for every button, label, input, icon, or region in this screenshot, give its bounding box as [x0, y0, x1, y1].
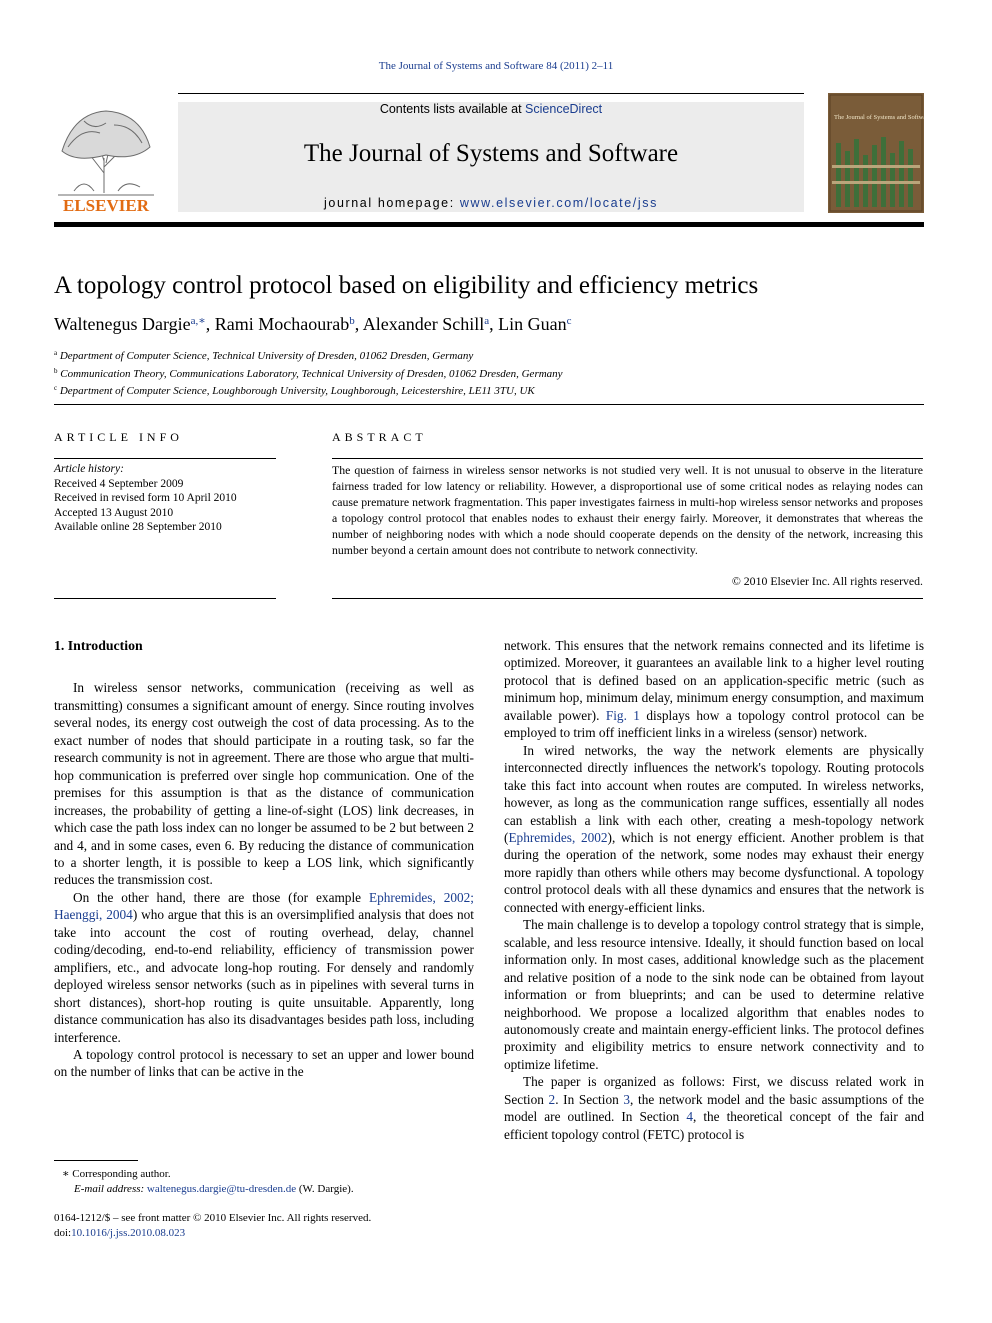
- history-received: Received 4 September 2009: [54, 477, 184, 490]
- corresponding-author-footnote: [54, 1167, 354, 1197]
- homepage-link[interactable]: www.elsevier.com/locate/jss: [459, 196, 658, 210]
- author-name: Waltenegus Dargie: [54, 314, 191, 334]
- article-info-bottom-rule: [54, 598, 276, 599]
- front-matter-info: [54, 1211, 371, 1241]
- figure-link-fig1[interactable]: Fig. 1: [605, 707, 640, 723]
- affiliation-marker: a: [54, 349, 58, 357]
- affiliation-a: [54, 346, 563, 364]
- author-affiliation-marker[interactable]: a: [484, 315, 490, 327]
- author-name: Lin Guan: [498, 314, 567, 334]
- body-right-column: [504, 637, 924, 1143]
- masthead-rule: [54, 222, 924, 227]
- author-3: [498, 314, 571, 334]
- abstract-text: The question of fairness in wireless sensor networks is not studied very well. It is not unusual to observe in the literature fairness traded for low latency or reliability. However, a disproportional use of some critical nodes as relaying nodes can cause premature network fragmentation. This paper investigates fairness in multi-hop wireless sensor networks and proposes a topology control protocol that enables nodes to exhaust their energy fairly. Moreover, it demonstrates that whereas the number of neighboring nodes with which a node should cooperate depends on the density of the network, increasing this number beyond a certain amount does not contribute to network connectivity.: [332, 463, 923, 558]
- elsevier-tree-icon: [54, 103, 159, 215]
- history-revised: Received in revised form 10 April 2010: [54, 492, 237, 504]
- author-separator: ,: [205, 314, 215, 334]
- footnote-text: Corresponding author.: [72, 1168, 171, 1180]
- author-name: Rami Mochaourab: [214, 314, 350, 334]
- intro-paragraph-1: In wireless sensor networks, communication (receiving as well as transmitting) consumes a significant amount of energy. Since routing involves several nodes, its energy cost outweigh the cost of data processing. As to the exact number of nodes that should participate in a routing task, so far the research community is not in agreement. There are those who argue that multi-hop communication is preferred over single hop communication. One of the premises for this assumption is that as the distance of communication increases, the probability of getting a line-of-sight (LOS) link decreases, in which case the path loss index can no longer be assumed to be 2 but between 2 and 4, and in some cases, even 6. By reducing the distance of communication to a shorter length, it is possible to keep a LOS link, which significantly reduces the transmission cost.: [54, 680, 474, 888]
- affiliation-text: Communication Theory, Communications Laboratory, Technical University of Dresden, 01062 Dresden, Germany: [57, 367, 563, 380]
- body-left-column: [54, 637, 474, 1081]
- svg-text:The Journal of Systems and Sof: The Journal of Systems and Software: [834, 114, 924, 121]
- author-email-link[interactable]: waltenegus.dargie@tu-dresden.de: [146, 1183, 297, 1195]
- right-paragraph-1: network. This ensures that the network remains connected and its lifetime is optimized. Moreover, it guarantees an available link to a higher level routing protocol that is defined based on an application-specific metric (such as minimum hop, minimum delay, minimum energy consumption, and maximum available power). Fig. 1 displays how a topology control protocol can be employed to trim off inefficient links in a wireless (sensor) network.: [504, 638, 924, 741]
- contents-line: [178, 102, 804, 116]
- author-affiliation-marker[interactable]: a,∗: [190, 315, 206, 327]
- paper-title: A topology control protocol based on eligibility and efficiency metrics: [54, 272, 759, 299]
- email-suffix: (W. Dargie).: [296, 1183, 354, 1195]
- journal-homepage: [178, 196, 804, 210]
- citation-link-ephremides[interactable]: Ephremides, 2002: [508, 829, 608, 845]
- section-link-3[interactable]: 3: [623, 1091, 631, 1107]
- abstract-rule: [332, 458, 923, 459]
- section-link-4[interactable]: 4: [686, 1109, 693, 1125]
- email-label: E-mail address:: [74, 1183, 145, 1195]
- abstract-bottom-rule: [332, 598, 923, 599]
- affiliation-text: Department of Computer Science, Technical University of Dresden, 01062 Dresden, Germany: [57, 350, 474, 362]
- affiliation-c: [54, 381, 563, 399]
- contents-prefix: Contents lists available at: [379, 102, 526, 116]
- journal-cover-icon: [828, 93, 924, 213]
- right-paragraph-4: The paper is organized as follows: First, we discuss related work in Section 2. In Section 3, the network model and the basic assumptions of the model are outlined. In Section 4, the theoretical concept of the fair and efficient topology control (FETC) protocol is: [504, 1074, 925, 1142]
- intro-paragraph-3: A topology control protocol is necessary to set an upper and lower bound on the number of links that can be active in the: [54, 1046, 474, 1080]
- elsevier-logo[interactable]: [54, 103, 159, 215]
- title-rule: [54, 404, 924, 405]
- citation-link-ephremides-haenggi[interactable]: Ephremides, 2002; Haenggi, 2004: [54, 889, 474, 923]
- author-affiliation-marker[interactable]: c: [566, 315, 572, 327]
- intro-paragraph-2: On the other hand, there are those (for example Ephremides, 2002; Haenggi, 2004) who argue that this is an oversimplified analysis that does not take into account the cost of routing overhead, delay, channel coding/decoding, end-to-end reliability, efficiency of transmission power amplifiers, etc., and advocate long-hop routing. For densely and randomly deployed wireless sensor networks (such as in pipelines with several turns in short distances), short-hop routing is quite unsuitable. Apparently, long distance communication has also its disadvantages besides path loss, including interference.: [54, 889, 474, 1045]
- author-separator: ,: [489, 314, 499, 334]
- doi-label: doi:: [54, 1227, 72, 1239]
- svg-text:ELSEVIER: ELSEVIER: [63, 196, 149, 215]
- author-0: [54, 314, 215, 334]
- affiliation-text: Department of Computer Science, Loughborough University, Loughborough, Leicestershire, LE11 3TU, UK: [57, 385, 535, 398]
- homepage-prefix: journal homepage:: [324, 196, 460, 210]
- author-2: [363, 314, 498, 334]
- article-history: [54, 462, 284, 535]
- history-label: Article history:: [54, 463, 124, 475]
- right-paragraph-2: In wired networks, the way the network elements are physically interconnected directly influences the network's topology. Routing protocols take this fact into account when routes are computed. In wireless networks, however, as long as the communication range suffices, essentially all nodes can establish a link with each other, creating a mesh-topology network (Ephremides, 2002), which is not energy efficient. Another problem is that during the operation of the network, some nodes may exhaust their energy more rapidly than others while others may become dysfunctional. A topology control protocol deals with all these dynamics and ensures that the network is connected with energy-efficient links.: [504, 742, 924, 915]
- journal-citation[interactable]: The Journal of Systems and Software 84 (2011) 2–11: [378, 60, 614, 72]
- author-list: [54, 314, 572, 335]
- issn-line: 0164-1212/$ – see front matter © 2010 Elsevier Inc. All rights reserved.: [54, 1212, 372, 1224]
- right-paragraph-3: The main challenge is to develop a topology control strategy that is simple, scalable, and less resource intensive. Ideally, it should function based on local information only. In most cases, additional knowledge such as the placement and relative position of a node to the sink node can be obtained from layout information or from blueprints; and can be used to determine relative neighborhood. We propose a localized algorithm that enables nodes to autonomously create and maintain energy-efficient links. The protocol defines proximity and eligibility metrics to ensure network connectivity and to optimize lifetime.: [504, 917, 924, 1072]
- article-info-rule: [54, 458, 276, 459]
- section-link-2[interactable]: 2: [548, 1091, 556, 1107]
- affiliation-list: [54, 346, 563, 399]
- journal-title: The Journal of Systems and Software: [303, 140, 679, 167]
- affiliation-marker: c: [54, 384, 58, 393]
- sciencedirect-link[interactable]: ScienceDirect: [525, 102, 603, 116]
- author-name: Alexander Schill: [362, 314, 485, 334]
- header-rule: [178, 93, 804, 94]
- article-info-heading: ARTICLE INFO: [54, 430, 183, 444]
- footnote-marker: ∗: [62, 1168, 70, 1180]
- author-affiliation-marker[interactable]: b: [349, 315, 355, 327]
- footnote-rule: [54, 1160, 138, 1161]
- author-1: [215, 314, 363, 334]
- abstract-copyright: © 2010 Elsevier Inc. All rights reserved.: [731, 574, 923, 588]
- history-online: Available online 28 September 2010: [54, 521, 222, 533]
- author-separator: ,: [354, 314, 363, 334]
- section-heading-introduction: 1. Introduction: [54, 638, 143, 653]
- affiliation-marker: b: [54, 366, 58, 375]
- abstract-heading: ABSTRACT: [332, 430, 427, 444]
- journal-cover-thumbnail[interactable]: [828, 93, 924, 213]
- doi-link[interactable]: 10.1016/j.jss.2010.08.023: [71, 1227, 186, 1239]
- history-accepted: Accepted 13 August 2010: [54, 506, 174, 519]
- affiliation-b: [54, 364, 563, 382]
